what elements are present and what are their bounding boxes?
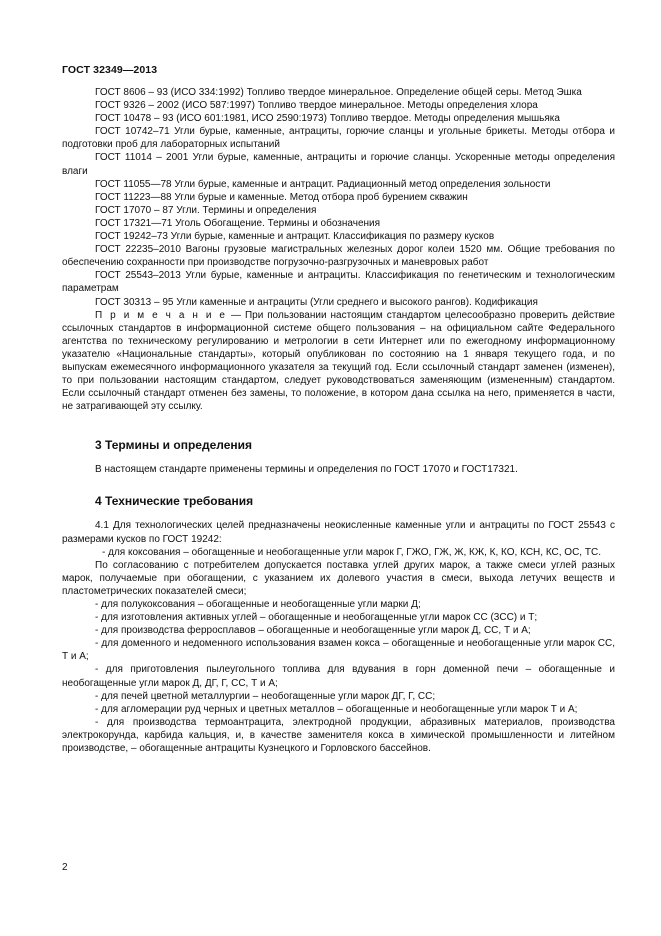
reference-item: ГОСТ 30313 – 95 Угли каменные и антрациты (Угли среднего и высокого рангов). Кодификация <box>95 296 538 308</box>
section-3-heading: 3 Термины и определения <box>95 438 253 453</box>
section-4-heading: 4 Технические требования <box>95 494 254 509</box>
paragraph: - для коксования – обогащенные и необогащенные угли марок Г, ГЖО, ГЖ, Ж, КЖ, К, КО, КСН, КС, ОС, ТС. <box>102 546 601 558</box>
paragraph: - для производства ферросплавов – обогащенные и необогащенные угли марок Д, СС, Т и А; <box>95 625 531 637</box>
reference-item: ГОСТ 10478 – 93 (ИСО 601:1981, ИСО 2590:1973) Топливо твердое. Методы определения мышьяка <box>95 113 560 125</box>
document-body <box>62 86 615 755</box>
paragraph: - для печей цветной металлургии – необогащенные угли марок ДГ, Г, СС; <box>95 690 436 702</box>
paragraph: 4.1 Для технологических целей предназначены неокисленные каменные угли и антрациты по ГОСТ 25543 с размерами кусков по ГОСТ 19242: <box>62 520 615 545</box>
document-header: ГОСТ 32349—2013 <box>62 64 158 76</box>
note-label: П р и м е ч а н и е <box>95 309 227 321</box>
references-note <box>62 309 615 414</box>
normative-references-list <box>62 86 615 309</box>
paragraph: - для доменного и недоменного использования взамен кокса – обогащенные и необогащенные угли марок СС, Т и А; <box>62 638 615 663</box>
paragraph: - для производства термоантрацита, электродной продукции, абразивных материалов, производства электрокорунда, карбида кальция, и, в качестве заменителя кокса в химической промышленности и литейном производстве, – обогащенные антрациты Кузнецкого и Горловского бассейнов. <box>62 716 615 755</box>
reference-item: ГОСТ 9326 – 2002 (ИСО 587:1997) Топливо твердое минеральное. Методы определения хлора <box>95 100 538 112</box>
reference-item: ГОСТ 11014 – 2001 Угли бурые, каменные, антрациты и горючие сланцы. Ускоренные методы определения влаги <box>62 152 615 177</box>
reference-item: ГОСТ 11223—88 Угли бурые и каменные. Метод отбора проб бурением скважин <box>95 191 468 203</box>
section-4-body <box>62 519 615 755</box>
page-number: 2 <box>62 862 68 873</box>
paragraph: - для агломерации руд черных и цветных металлов – обогащенные и необогащенные угли марок Т и А; <box>95 703 578 715</box>
reference-item: ГОСТ 17321—71 Уголь Обогащение. Термины и обозначения <box>95 217 381 229</box>
paragraph: - для изготовления активных углей – обогащенные и необогащенные угли марок СС (3СС) и Т; <box>95 612 538 624</box>
paragraph: По согласованию с потребителем допускается поставка углей других марок, а также смеси углей разных марок, получаемые при обогащении, с указанием их долевого участия в смеси, выхода летучих веществ и пластометрических показателей смеси; <box>62 559 615 597</box>
reference-item: ГОСТ 22235–2010 Вагоны грузовые магистральных железных дорог колеи 1520 мм. Общие требования по обеспечению сохранности при производстве погрузочно-разгрузочных и маневровых работ <box>62 244 615 269</box>
section-3-text: В настоящем стандарте применены термины и определения по ГОСТ 17070 и ГОСТ17321. <box>95 464 518 476</box>
reference-item: ГОСТ 10742–71 Угли бурые, каменные, антрациты, горючие сланцы и угольные брикеты. Методы отбора и подготовки проб для лабораторных испытаний <box>62 126 615 151</box>
paragraph: - для полукоксования – обогащенные и необогащенные угли марки Д; <box>95 599 421 610</box>
reference-item: ГОСТ 17070 – 87 Угли. Термины и определения <box>95 204 317 216</box>
reference-item: ГОСТ 8606 – 93 (ИСО 334:1992) Топливо твердое минеральное. Определение общей серы. Метод Эшка <box>95 87 582 98</box>
note-text: — При пользовании настоящим стандартом целесообразно проверить действие ссылочных стандартов в информационной системе общего пользования – на официальном сайте Федерального агентства по техническому регулированию и метрологии в сети Интернет или по ежегодному информационному указателю «Национальные стандарты», который опубликован по состоянию на 1 января текущего года, и по выпускам ежемесячного информационного указателя за текущий год. Если ссылочный стандарт заменен (изменен), то при пользовании настоящим стандартом, следует руководствоваться заменяющим (измененным) стандартом. Если ссылочный стандарт отменен без замены, то положение, в котором дана ссылка на него, применяется в части, не затрагивающей эту ссылку. <box>62 309 615 413</box>
reference-item: ГОСТ 19242–73 Угли бурые, каменные и антрацит. Классификация по размеру кусков <box>95 231 495 243</box>
reference-item: ГОСТ 11055—78 Угли бурые, каменные и антрацит. Радиационный метод определения зольности <box>95 178 551 190</box>
paragraph: - для приготовления пылеугольного топлива для вдувания в горн доменной печи – обогащенные и необогащенные угли марок Д, ДГ, Г, СС, Т и А; <box>62 664 615 689</box>
reference-item: ГОСТ 25543–2013 Угли бурые, каменные и антрациты. Классификация по генетическим и технологическим параметрам <box>62 270 615 295</box>
